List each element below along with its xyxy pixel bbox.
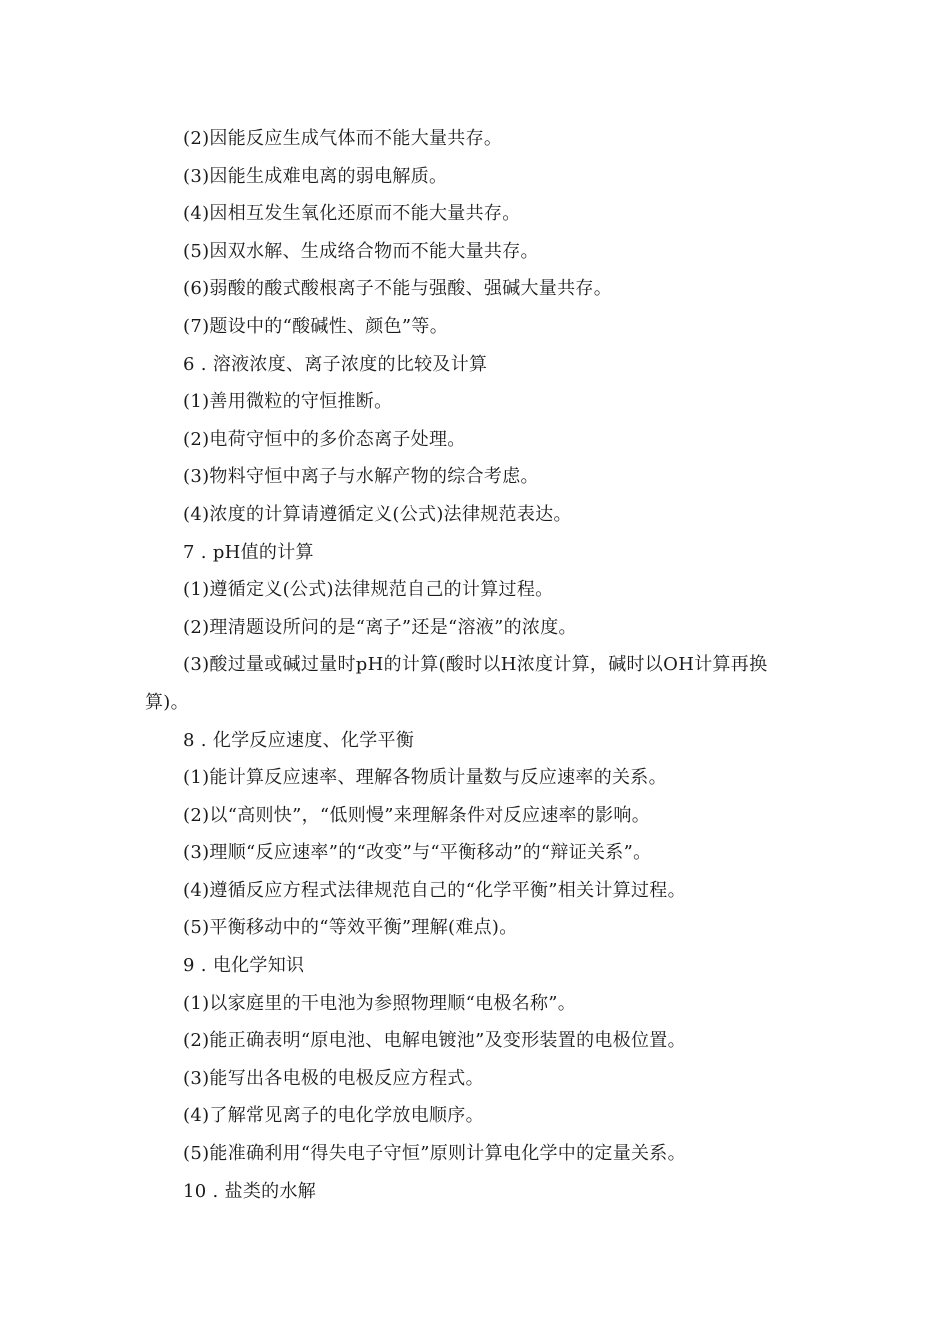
section-7-item-1: (1)遵循定义(公式)法律规范自己的计算过程。: [183, 579, 554, 601]
section-9-item-1: (1)以家庭里的干电池为参照物理顺“电极名称”。: [183, 992, 577, 1014]
item-5-double-hydrolysis: (5)因双水解、生成络合物而不能大量共存。: [183, 240, 539, 262]
section-6-item-2: (2)电荷守恒中的多价态离子处理。: [183, 428, 466, 450]
item-7-conditions: (7)题设中的“酸碱性、颜色”等。: [183, 315, 448, 337]
section-heading-9: 9 . 电化学知识: [183, 955, 305, 977]
section-7-item-3-continued: 算)。: [145, 691, 189, 713]
section-heading-8: 8 . 化学反应速度、化学平衡: [183, 729, 415, 751]
document-body: [145, 120, 805, 1210]
item-4-redox: (4)因相互发生氧化还原而不能大量共存。: [183, 203, 521, 225]
section-6-item-1: (1)善用微粒的守恒推断。: [183, 391, 393, 413]
section-9-item-3: (3)能写出各电极的电极反应方程式。: [183, 1067, 484, 1089]
section-8-item-1: (1)能计算反应速率、理解各物质计量数与反应速率的关系。: [183, 767, 667, 789]
section-7-item-3: (3)酸过量或碱过量时pH的计算(酸时以H浓度计算，碱时以OH计算再换: [183, 654, 768, 676]
item-6-acid-salt: (6)弱酸的酸式酸根离子不能与强酸、强碱大量共存。: [183, 278, 612, 300]
item-2-gas: (2)因能反应生成气体而不能大量共存。: [183, 128, 503, 149]
item-3-weak-electrolyte: (3)因能生成难电离的弱电解质。: [183, 165, 448, 187]
section-8-item-5: (5)平衡移动中的“等效平衡”理解(难点)。: [183, 917, 518, 939]
section-heading-10: 10 . 盐类的水解: [183, 1180, 317, 1202]
section-6-item-3: (3)物料守恒中离子与水解产物的综合考虑。: [183, 466, 539, 488]
section-8-item-3: (3)理顺“反应速率”的“改变”与“平衡移动”的“辩证关系”。: [183, 842, 652, 864]
section-9-item-5: (5)能准确利用“得失电子守恒”原则计算电化学中的定量关系。: [183, 1143, 686, 1165]
section-8-item-4: (4)遵循反应方程式法律规范自己的“化学平衡”相关计算过程。: [183, 879, 686, 901]
section-heading-7: 7 . pH值的计算: [183, 541, 314, 563]
section-8-item-2: (2)以“高则快”，“低则慢”来理解条件对反应速率的影响。: [183, 804, 651, 826]
section-heading-6: 6 . 溶液浓度、离子浓度的比较及计算: [183, 353, 488, 375]
section-9-item-4: (4)了解常见离子的电化学放电顺序。: [183, 1105, 484, 1127]
section-7-item-2: (2)理清题设所问的是“离子”还是“溶液”的浓度。: [183, 616, 577, 638]
section-9-item-2: (2)能正确表明“原电池、电解电镀池”及变形装置的电极位置。: [183, 1030, 686, 1052]
section-6-item-4: (4)浓度的计算请遵循定义(公式)法律规范表达。: [183, 503, 572, 525]
